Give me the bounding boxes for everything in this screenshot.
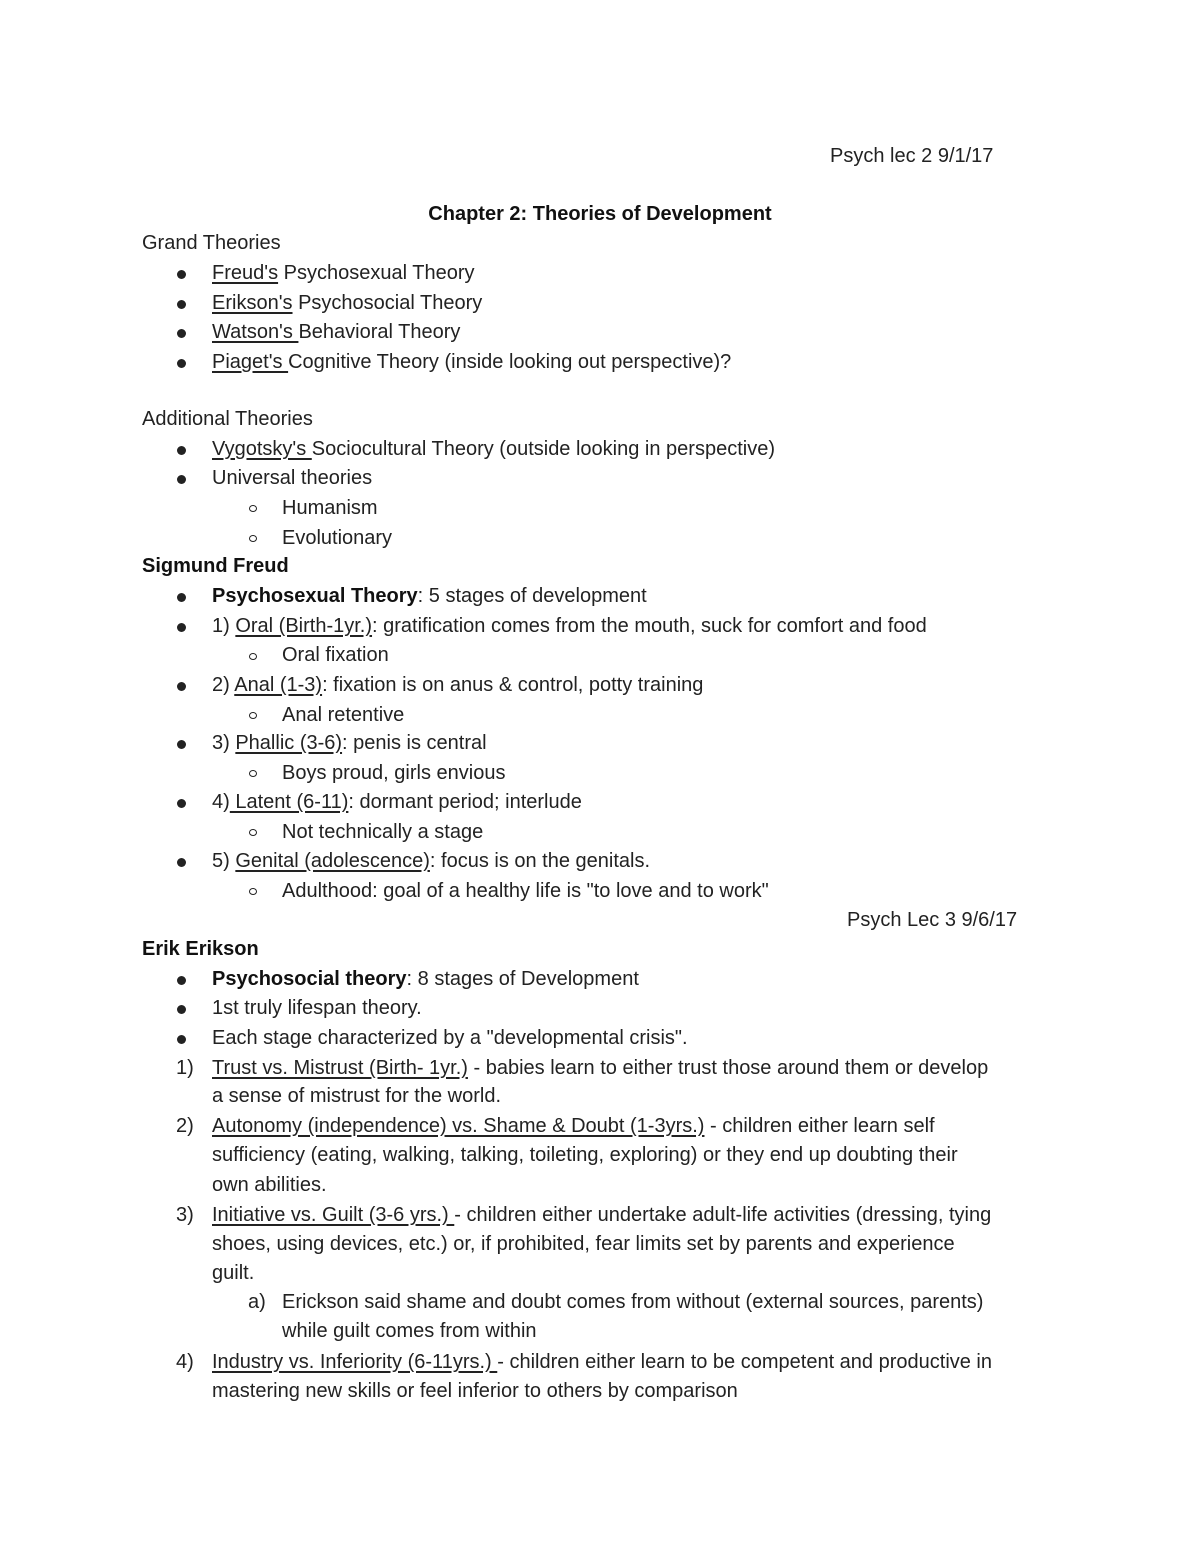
lecture-date-note: Psych Lec 3 9/6/17 (847, 909, 1018, 931)
numbered-item-continuation: own abilities. (212, 1174, 327, 1196)
list-item: Freud's Psychosexual Theory (212, 262, 475, 284)
bullet-icon (177, 682, 186, 691)
bullet-icon (177, 475, 186, 484)
bullet-icon (177, 359, 186, 368)
bullet-icon (177, 740, 186, 749)
chapter-title: Chapter 2: Theories of Development (428, 203, 772, 225)
numbered-item: Industry vs. Inferiority (6-11yrs.) - children either learn to be competent and productive in (212, 1351, 993, 1373)
sub-list-item: Humanism (282, 497, 378, 519)
list-item: Psychosexual Theory: 5 stages of development (212, 585, 647, 607)
list-item: Watson's Behavioral Theory (212, 321, 461, 343)
sub-list-item: Adulthood: goal of a healthy life is "to love and to work" (282, 880, 769, 902)
lettered-item: Erickson said shame and doubt comes from without (external sources, parents) (282, 1291, 984, 1313)
hollow-bullet-icon (249, 770, 257, 777)
list-letter: a) (248, 1291, 266, 1313)
bullet-icon (177, 1005, 186, 1014)
hollow-bullet-icon (249, 535, 257, 542)
sub-list-item: Oral fixation (282, 644, 389, 666)
bullet-icon (177, 858, 186, 867)
hollow-bullet-icon (249, 712, 257, 719)
bullet-icon (177, 623, 186, 632)
hollow-bullet-icon (249, 653, 257, 660)
numbered-item-continuation: shoes, using devices, etc.) or, if prohibited, fear limits set by parents and experience (212, 1233, 955, 1255)
bullet-icon (177, 446, 186, 455)
lecture-date-note: Psych lec 2 9/1/17 (830, 145, 994, 167)
list-item: 5) Genital (adolescence): focus is on the genitals. (212, 850, 651, 872)
list-number: 1) (176, 1057, 194, 1079)
list-item: Psychosocial theory: 8 stages of Development (212, 968, 639, 990)
bullet-icon (177, 270, 186, 279)
section-heading-erikson: Erik Erikson (142, 938, 259, 960)
sub-list-item: Boys proud, girls envious (282, 762, 506, 784)
list-item: 1st truly lifespan theory. (212, 997, 422, 1019)
numbered-item-continuation: a sense of mistrust for the world. (212, 1085, 502, 1107)
list-item: 1) Oral (Birth-1yr.): gratification comes from the mouth, suck for comfort and food (212, 615, 927, 637)
additional-theories-heading: Additional Theories (142, 408, 313, 430)
list-item: 2) Anal (1-3): fixation is on anus & control, potty training (212, 674, 704, 696)
numbered-item: Autonomy (independence) vs. Shame & Doubt (1-3yrs.) - children either learn self (212, 1115, 935, 1137)
bullet-icon (177, 300, 186, 309)
lettered-item-continuation: while guilt comes from within (282, 1320, 537, 1342)
list-item: Erikson's Psychosocial Theory (212, 292, 483, 314)
hollow-bullet-icon (249, 505, 257, 512)
sub-list-item: Anal retentive (282, 704, 405, 726)
sub-list-item: Evolutionary (282, 527, 393, 549)
list-item: Each stage characterized by a "developmental crisis". (212, 1027, 688, 1049)
list-item: 4) Latent (6-11): dormant period; interlude (212, 791, 582, 813)
hollow-bullet-icon (249, 888, 257, 895)
numbered-item: Trust vs. Mistrust (Birth- 1yr.) - babies learn to either trust those around them or develop (212, 1057, 989, 1079)
numbered-item-continuation: guilt. (212, 1262, 255, 1284)
bullet-icon (177, 329, 186, 338)
numbered-item-continuation: sufficiency (eating, walking, talking, toileting, exploring) or they end up doubting their (212, 1144, 958, 1166)
sub-list-item: Not technically a stage (282, 821, 484, 843)
list-item: Vygotsky's Sociocultural Theory (outside looking in perspective) (212, 438, 775, 460)
list-number: 2) (176, 1115, 194, 1137)
list-number: 4) (176, 1351, 194, 1373)
numbered-item-continuation: mastering new skills or feel inferior to others by comparison (212, 1380, 738, 1402)
list-item: Universal theories (212, 467, 373, 489)
list-number: 3) (176, 1204, 194, 1226)
bullet-icon (177, 976, 186, 985)
bullet-icon (177, 1035, 186, 1044)
numbered-item: Initiative vs. Guilt (3-6 yrs.) - children either undertake adult-life activities (dressing, tying (212, 1204, 992, 1226)
grand-theories-heading: Grand Theories (142, 232, 281, 254)
bullet-icon (177, 593, 186, 602)
section-heading-freud: Sigmund Freud (142, 555, 289, 577)
list-item: Piaget's Cognitive Theory (inside looking out perspective)? (212, 351, 732, 373)
hollow-bullet-icon (249, 829, 257, 836)
list-item: 3) Phallic (3-6): penis is central (212, 732, 487, 754)
bullet-icon (177, 799, 186, 808)
